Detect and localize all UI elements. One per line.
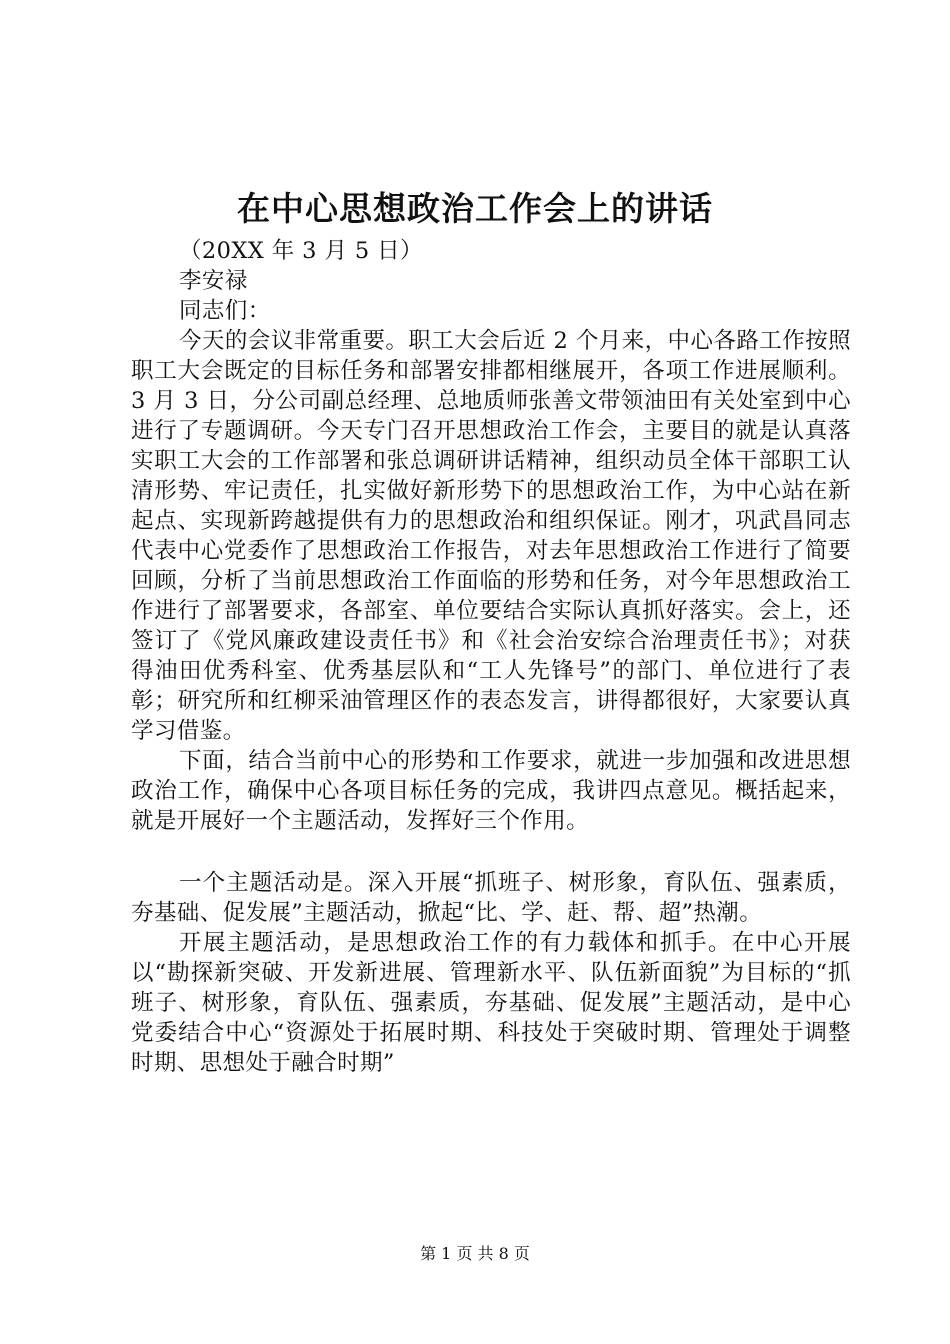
document-title: 在中心思想政治工作会上的讲话: [237, 189, 713, 228]
paragraph-theme-heading: 一个主题活动是。深入开展“抓班子、树形象，育队伍、强素质，夯基础、促发展”主题活动，掀起“比、学、赶、帮、超”热潮。: [131, 870, 851, 926]
author-name: 李安禄: [179, 268, 248, 294]
paragraph-overview: 下面，结合当前中心的形势和工作要求，就进一步加强和改进思想政治工作，确保中心各项目标任务的完成，我讲四点意见。概括起来，就是开展好一个主题活动，发挥好三个作用。: [131, 748, 851, 834]
page-number-footer: 第 1 页 共 8 页: [420, 1244, 530, 1263]
salutation: 同志们：: [179, 298, 271, 324]
paragraph-theme-detail: 开展主题活动，是思想政治工作的有力载体和抓手。在中心开展以“勘探新突破、开发新进展、管理新水平、队伍新面貌”为目标的“抓班子、树形象，育队伍、强素质，夯基础、促发展”主题活动，是中心党委结合中心“资源处于拓展时期、科技处于突破时期、管理处于调整时期、思想处于融合时期”: [131, 930, 851, 1076]
date-line: （20XX 年 3 月 5 日）: [179, 238, 423, 264]
paragraph-opening: 今天的会议非常重要。职工大会后近 2 个月来，中心各路工作按照职工大会既定的目标任务和部署安排都相继展开，各项工作进展顺利。3 月 3 日，分公司副总经理、总地质师张善文带领油田有关处室到中心进行了专题调研。今天专门召开思想政治工作会，主要目的就是认真落实职工大会的工作部署和张总调研讲话精神，组织动员全体干部职工认清形势、牢记责任，扎实做好新形势下的思想政治工作，为中心站在新起点、实现新跨越提供有力的思想政治和组织保证。刚才，巩武昌同志代表中心党委作了思想政治工作报告，对去年思想政治工作进行了简要回顾，分析了当前思想政治工作面临的形势和任务，对今年思想政治工作进行了部署要求，各部室、单位要结合实际认真抓好落实。会上，还签订了《党风廉政建设责任书》和《社会治安综合治理责任书》；对获得油田优秀科室、优秀基层队和“工人先锋号”的部门、单位进行了表彰；研究所和红柳采油管理区作的表态发言，讲得都很好，大家要认真学习借鉴。: [131, 328, 851, 744]
paragraph-spacer: [131, 836, 851, 868]
document-body: [131, 236, 851, 1078]
